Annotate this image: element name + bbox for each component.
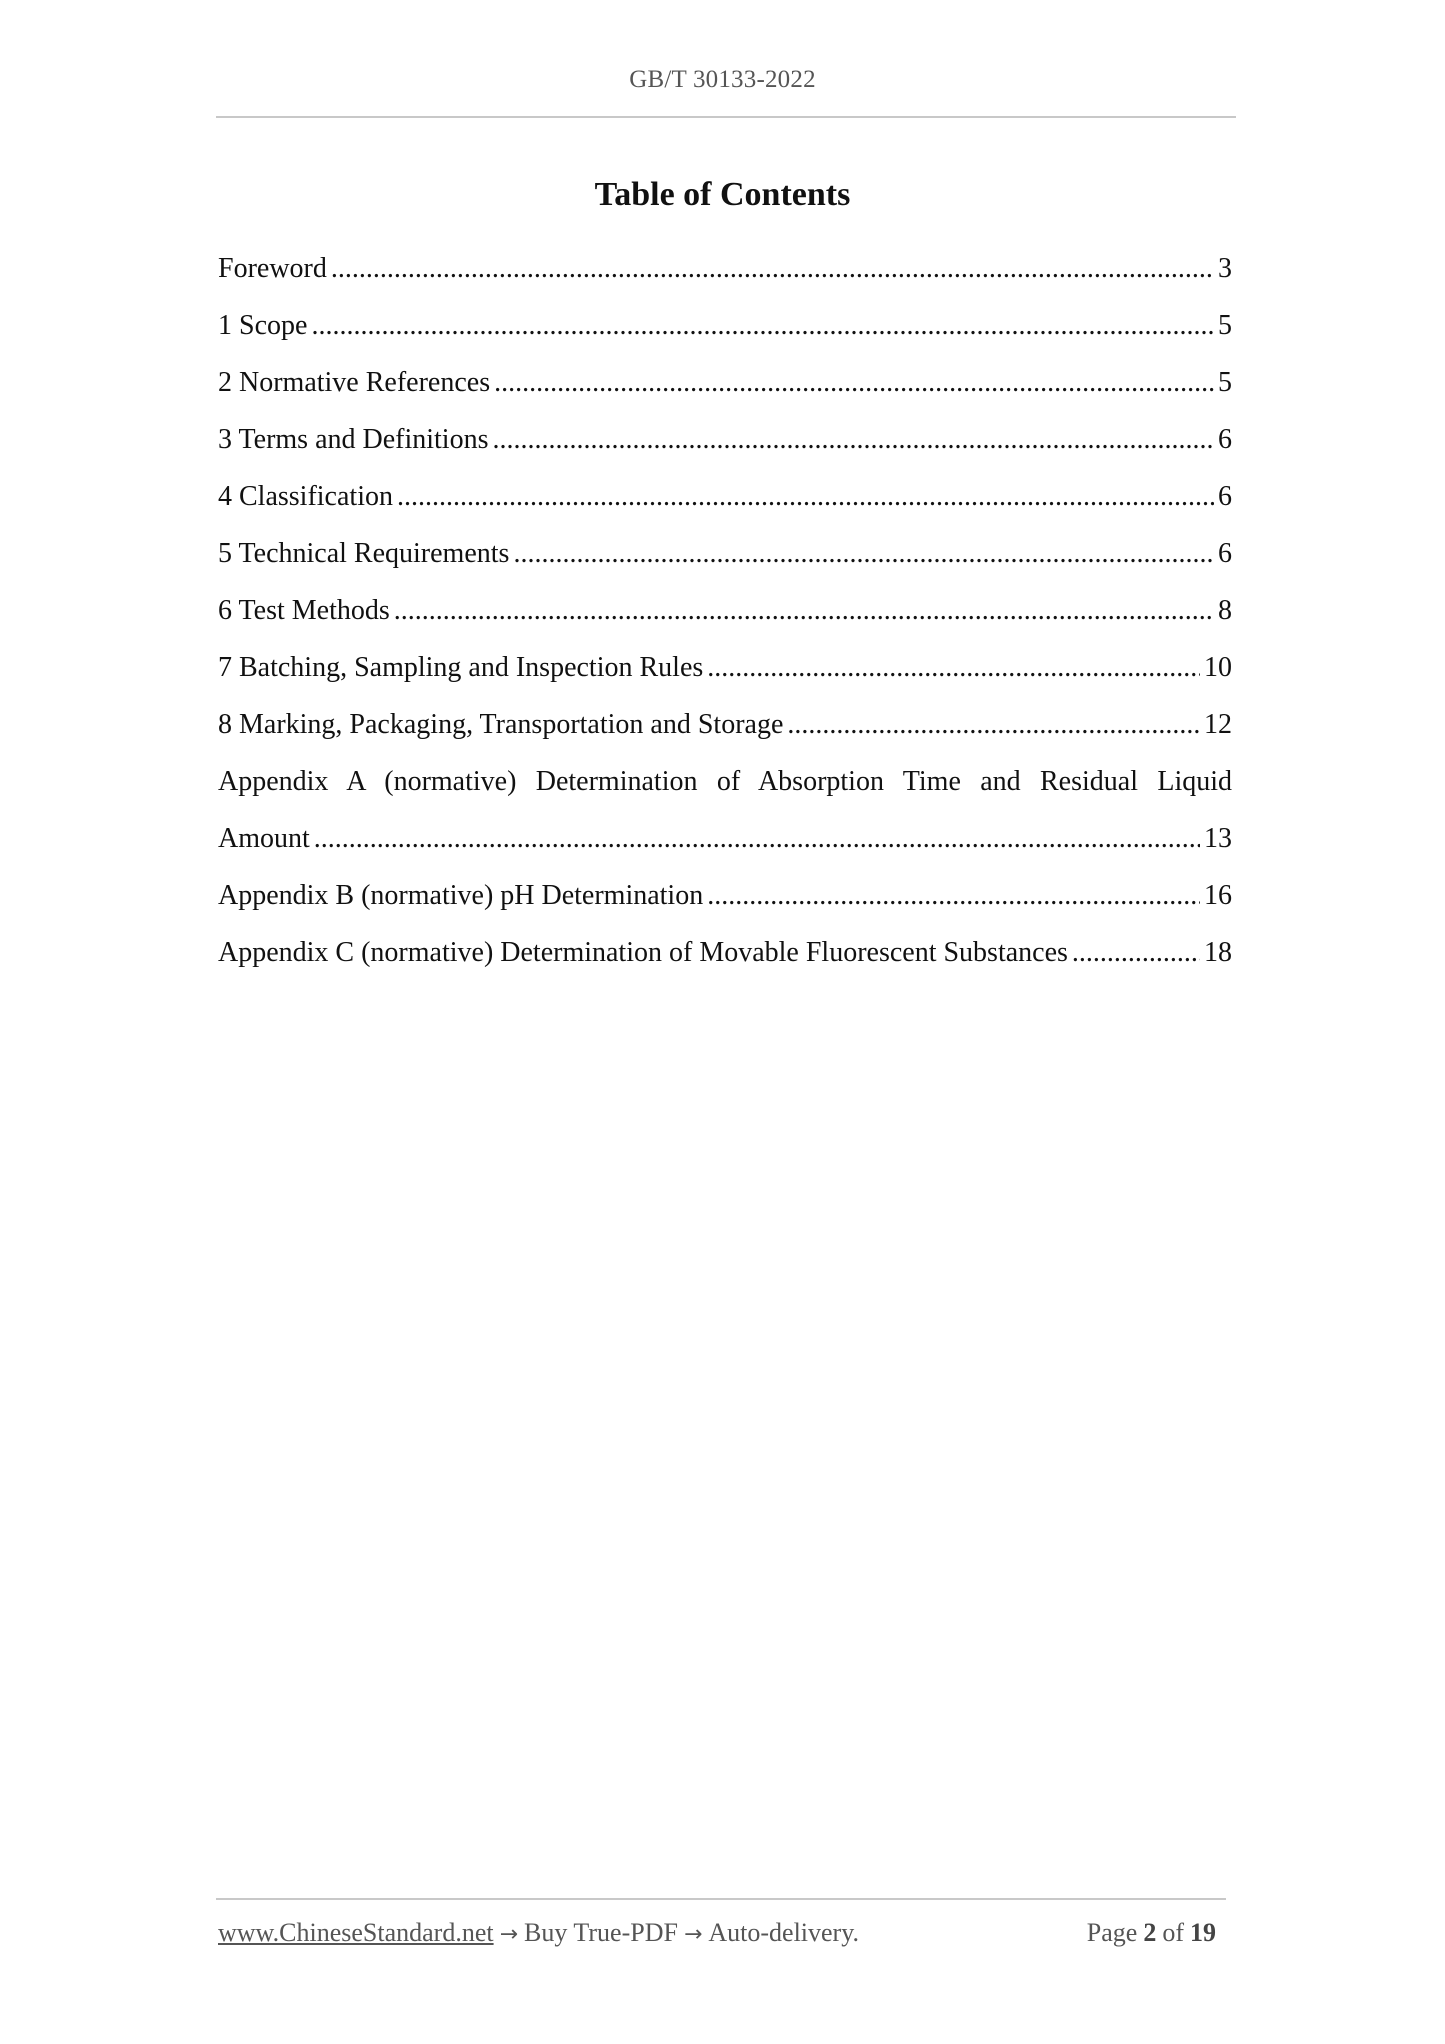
toc-entry-page: 12 bbox=[1204, 709, 1232, 740]
auto-delivery-text: Auto-delivery. bbox=[708, 1918, 860, 1947]
toc-entry-appendix-c[interactable] bbox=[218, 924, 1232, 981]
toc-entry-continuation bbox=[218, 810, 1232, 867]
toc-entry-page: 18 bbox=[1204, 937, 1232, 968]
toc-dot-leader bbox=[707, 639, 1200, 696]
toc-entry-label: 5 Technical Requirements bbox=[218, 538, 510, 569]
toc-entry-label: 7 Batching, Sampling and Inspection Rules bbox=[218, 652, 704, 683]
toc-entry-page: 13 bbox=[1204, 823, 1232, 854]
toc-entry-label-line2: Amount bbox=[218, 823, 310, 854]
footer-left bbox=[218, 1918, 859, 1948]
toc-entry-page: 10 bbox=[1204, 652, 1232, 683]
toc-dot-leader bbox=[494, 354, 1214, 411]
header-divider bbox=[216, 116, 1236, 118]
toc-entry-label-line1: Appendix A (normative) Determination of Absorption Time and Residual Liquid bbox=[218, 766, 1232, 797]
arrow-right-icon: → bbox=[683, 1922, 703, 1947]
website-link[interactable]: www.ChineseStandard.net bbox=[218, 1918, 494, 1947]
toc-entry-scope[interactable] bbox=[218, 297, 1232, 354]
toc-entry-test-methods[interactable] bbox=[218, 582, 1232, 639]
page-title: Table of Contents bbox=[594, 176, 851, 213]
toc-entry-classification[interactable] bbox=[218, 468, 1232, 525]
toc-entry-label: 1 Scope bbox=[218, 310, 308, 341]
toc-entry-foreword[interactable] bbox=[218, 240, 1232, 297]
page-footer bbox=[218, 1918, 1222, 1948]
footer-divider bbox=[216, 1898, 1226, 1900]
toc-entry-label: 2 Normative References bbox=[218, 367, 491, 398]
toc-entry-label: 4 Classification bbox=[218, 481, 393, 512]
arrow-right-icon: → bbox=[499, 1922, 519, 1947]
toc-dot-leader bbox=[707, 867, 1200, 924]
toc-entry-page: 5 bbox=[1218, 310, 1232, 341]
toc-dot-leader bbox=[397, 468, 1214, 525]
toc-entry-label: 6 Test Methods bbox=[218, 595, 390, 626]
toc-dot-leader bbox=[331, 240, 1214, 297]
of-label: of bbox=[1162, 1918, 1184, 1947]
toc-entry-page: 8 bbox=[1218, 595, 1232, 626]
toc-dot-leader bbox=[311, 297, 1214, 354]
total-page-count: 19 bbox=[1190, 1918, 1216, 1947]
table-of-contents bbox=[218, 240, 1232, 981]
toc-dot-leader bbox=[492, 411, 1214, 468]
toc-dot-leader bbox=[1072, 924, 1200, 981]
toc-entry-label: 8 Marking, Packaging, Transportation and Storage bbox=[218, 709, 784, 740]
page-indicator bbox=[1087, 1918, 1222, 1948]
toc-entry-normative-references[interactable] bbox=[218, 354, 1232, 411]
toc-entry-label: Appendix B (normative) pH Determination bbox=[218, 880, 704, 911]
toc-entry-page: 5 bbox=[1218, 367, 1232, 398]
toc-entry-page: 6 bbox=[1218, 424, 1232, 455]
current-page-number: 2 bbox=[1143, 1918, 1157, 1947]
toc-entry-terms-definitions[interactable] bbox=[218, 411, 1232, 468]
toc-entry-appendix-a[interactable] bbox=[218, 753, 1232, 867]
toc-entry-page: 6 bbox=[1218, 481, 1232, 512]
toc-entry-page: 16 bbox=[1204, 880, 1232, 911]
toc-entry-label: Appendix C (normative) Determination of Movable Fluorescent Substances bbox=[218, 937, 1068, 968]
toc-entry-appendix-b[interactable] bbox=[218, 867, 1232, 924]
toc-dot-leader bbox=[787, 696, 1200, 753]
toc-dot-leader bbox=[394, 582, 1214, 639]
toc-dot-leader bbox=[314, 810, 1200, 867]
toc-entry-page: 6 bbox=[1218, 538, 1232, 569]
page-label: Page bbox=[1086, 1918, 1138, 1947]
toc-dot-leader bbox=[513, 525, 1214, 582]
toc-entry-label: Foreword bbox=[218, 253, 327, 284]
toc-entry-batching-sampling[interactable] bbox=[218, 639, 1232, 696]
document-header-code: GB/T 30133-2022 bbox=[629, 66, 816, 93]
toc-entry-page: 3 bbox=[1218, 253, 1232, 284]
toc-entry-marking-packaging[interactable] bbox=[218, 696, 1232, 753]
toc-entry-technical-requirements[interactable] bbox=[218, 525, 1232, 582]
buy-true-pdf-text: Buy True-PDF bbox=[524, 1918, 678, 1947]
toc-entry-label: 3 Terms and Definitions bbox=[218, 424, 489, 455]
